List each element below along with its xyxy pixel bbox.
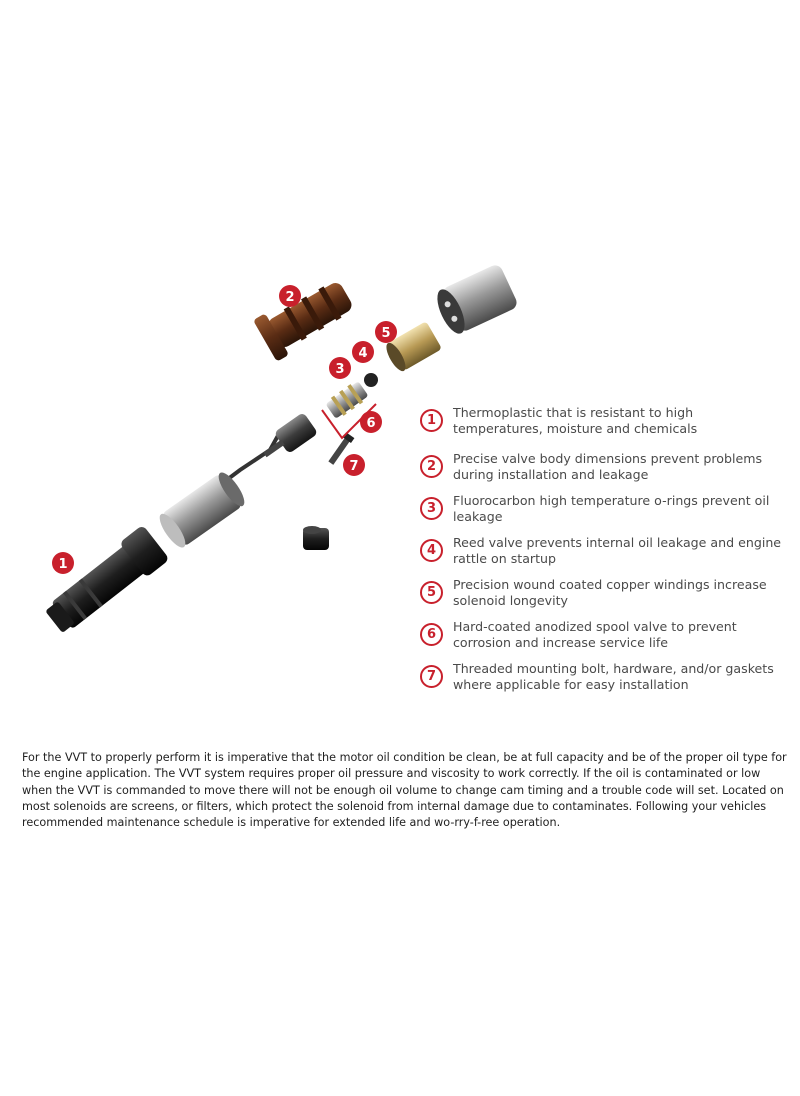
svg-text:6: 6 [366,416,376,431]
svg-text:5: 5 [381,326,391,341]
legend-item-7 [420,661,790,701]
callout-marker-7 [343,454,365,476]
svg-text:4: 4 [358,346,368,361]
legend-item-3 [420,493,790,533]
callout-marker-5 [375,321,397,343]
svg-text:3: 3 [335,362,345,377]
connector-housing-part [40,525,170,640]
gasket-part [303,526,329,550]
legend-badge-1: 1 [420,409,443,432]
valve-body-part [155,469,248,551]
legend-item-5 [420,577,790,617]
legend-text-4: Reed valve prevents internal oil leakage and engine rattle on startup [453,535,782,566]
solenoid-cap-part [432,263,519,338]
legend-item-2 [420,451,790,491]
legend-badge-5: 5 [420,581,443,604]
svg-text:7: 7 [349,459,359,474]
legend-item-4 [420,535,790,575]
armature-part [257,412,318,465]
legend-badge-2: 2 [420,455,443,478]
callout-marker-2 [279,285,301,307]
legend-item-6 [420,619,790,659]
spool-valve-part [324,380,369,421]
legend-badge-3: 3 [420,497,443,520]
callout-marker-6 [360,411,382,433]
legend-text-5: Precision wound coated copper windings increase solenoid longevity [453,577,767,608]
legend-badge-7: 7 [420,665,443,688]
legend-text-6: Hard-coated anodized spool valve to prevent corrosion and increase service life [453,619,737,650]
valve-body-boot-part [253,273,358,362]
legend-text-2: Precise valve body dimensions prevent problems during installation and leakage [453,451,763,482]
maintenance-description: For the VVT to properly perform it is imperative that the motor oil condition be clean, be at full capacity and be of the proper oil type for the engine application. The VVT system requires proper oil pressure and viscosity to work correctly. If the oil is contaminated or low when the VVT is commanded to move there will not be enough oil volume to change cam timing and a trouble code will set. Located on most solenoids are screens, or filters, which protect the solenoid from internal damage due to contaminates. Following your vehicles recommended maintenance schedule is imperative for extended life and wo-rry-f-ree operation. [22,751,787,830]
legend-text-7: Threaded mounting bolt, hardware, and/or gaskets where applicable for easy installation [453,661,774,692]
legend-item-1 [420,405,790,445]
svg-text:1: 1 [58,557,68,572]
reed-valve-part [364,373,378,387]
svg-text:2: 2 [285,290,295,305]
legend-badge-6: 6 [420,623,443,646]
legend-text-3: Fluorocarbon high temperature o-rings prevent oil leakage [453,493,770,524]
legend-badge-4: 4 [420,539,443,562]
callout-marker-4 [352,341,374,363]
legend-text-1: Thermoplastic that is resistant to high temperatures, moisture and chemicals [453,405,698,436]
callout-marker-1 [52,552,74,574]
callout-marker-3 [329,357,351,379]
